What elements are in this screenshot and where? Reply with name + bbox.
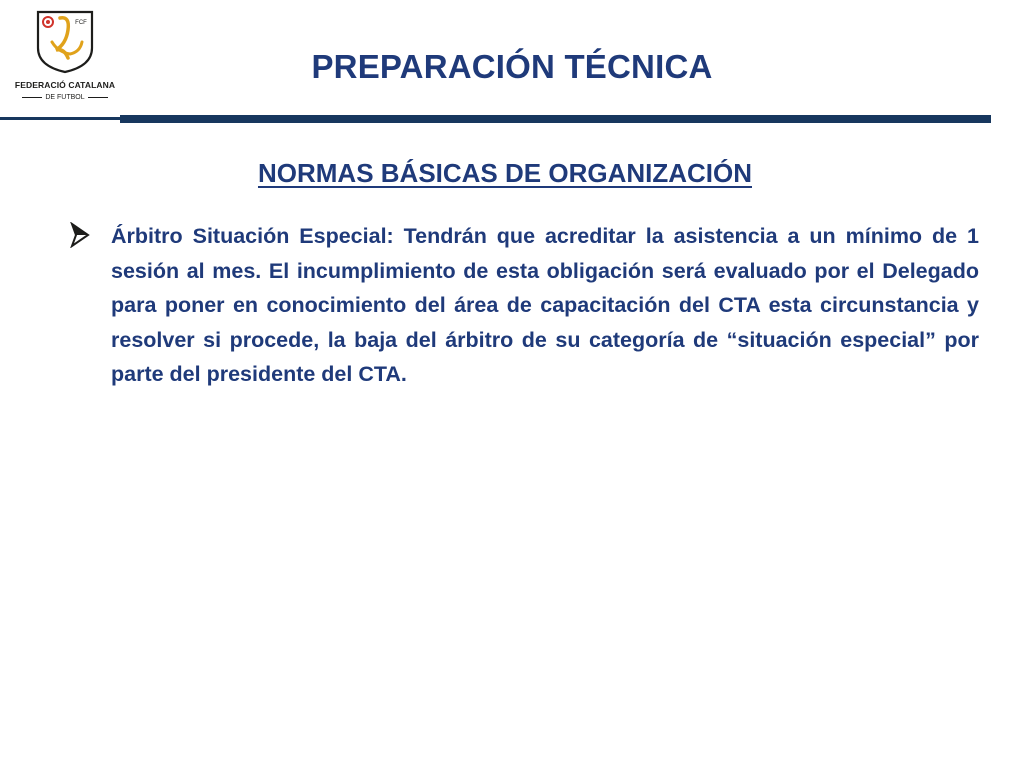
- bullet-paragraph: Árbitro Situación Especial: Tendrán que acreditar la asistencia a un mínimo de 1 sesión al mes. El incumplimiento de esta obligación será evaluado por el Delegado para poner en conocimiento del área de capacitación del CTA esta circunstancia y resolver si procede, la baja del árbitro de su categoría de “situación especial” por parte del presidente del CTA.: [111, 224, 979, 386]
- page-title: PREPARACIÓN TÉCNICA: [311, 48, 713, 85]
- logo-line-right: [88, 97, 108, 98]
- logo-line-left: [22, 97, 42, 98]
- section-subtitle: NORMAS BÁSICAS DE ORGANIZACIÓN: [257, 158, 752, 188]
- logo-badge-text: FCF: [75, 20, 87, 26]
- logo-name: FEDERACIÓ CATALANA: [14, 80, 116, 90]
- arrowhead-bullet-icon: [70, 222, 92, 250]
- logo-subname: DE FUTBOL: [45, 94, 85, 101]
- title-rule: [120, 115, 991, 123]
- title-rule-left: [0, 117, 121, 120]
- logo-subname-row: [14, 94, 116, 101]
